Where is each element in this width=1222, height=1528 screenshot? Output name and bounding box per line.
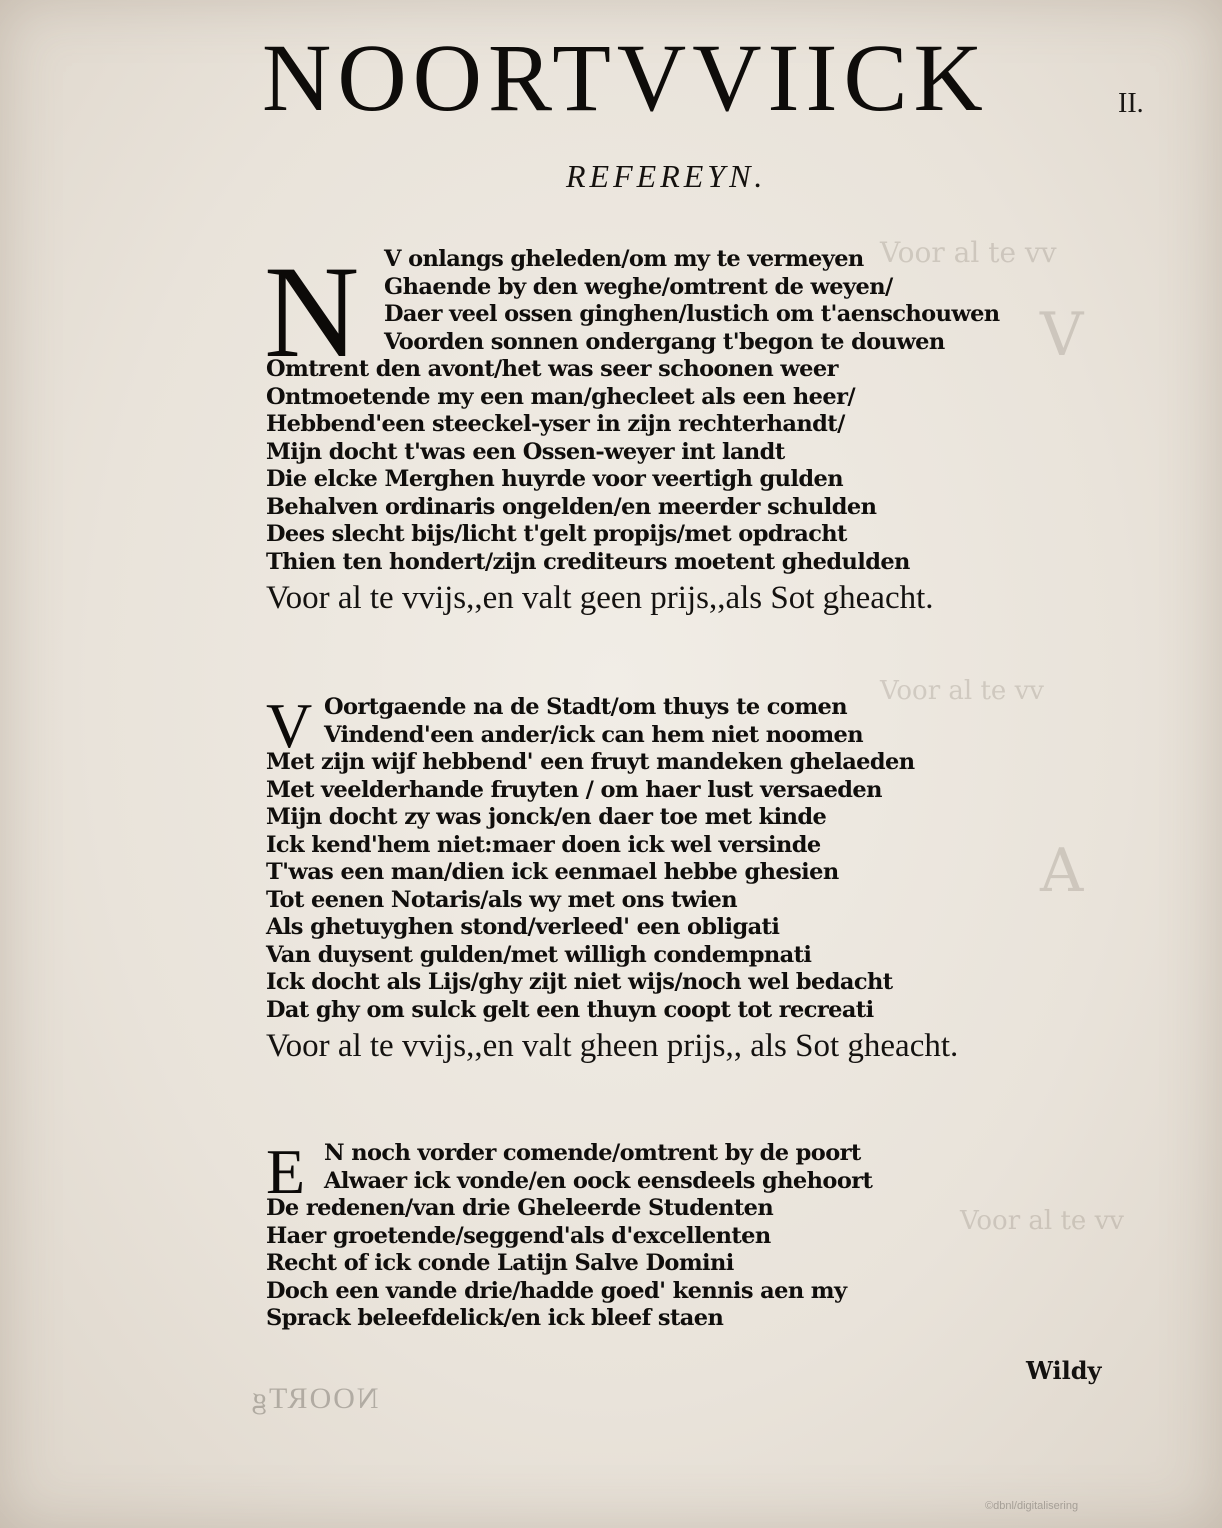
verse-line: V onlangs gheleden/om my te vermeyen: [384, 246, 864, 272]
verse-line: Als ghetuyghen stond/verleed' een obligati: [266, 914, 780, 940]
verse-line: T'was een man/dien ick eenmael hebbe ghesien: [266, 859, 839, 885]
verse-line: Daer veel ossen ginghen/lustich om t'aenschouwen: [384, 301, 1000, 327]
verse-line: Met veelderhande fruyten / om haer lust versaeden: [266, 776, 882, 803]
stanza-3: [266, 1136, 873, 1333]
verse-line: Ick kend'hem niet:maer doen ick wel versinde: [266, 831, 821, 858]
bleed-through-heading: NOORTg: [250, 1382, 379, 1415]
page-title: NOORTVVIICK: [262, 24, 989, 131]
verse-line: De redenen/van drie Gheleerde Studenten: [266, 1195, 774, 1221]
bleed-mark: A: [1040, 836, 1084, 906]
verse-line: Hebbend'een steeckel-yser in zijn rechterhandt/: [266, 411, 845, 437]
page-number: II.: [1118, 88, 1144, 119]
verse-line: Haer groetende/seggend'als d'excellenten: [266, 1222, 771, 1249]
verse-line: Alwaer ick vonde/en oock eensdeels ghehoort: [324, 1167, 873, 1194]
verse-line: Oortgaende na de Stadt/om thuys te comen: [324, 694, 847, 720]
verse-line: Vindend'een ander/ick can hem niet noomen: [324, 721, 864, 748]
verse-line: Sprack beleefdelick/en ick bleef staen: [266, 1305, 724, 1331]
drop-cap-initial: N: [264, 238, 360, 385]
verse-line: Die elcke Merghen huyrde voor veertigh gulden: [266, 466, 843, 492]
section-heading: REFEREYN.: [566, 158, 767, 194]
verse-line: Mijn docht zy was jonck/en daer toe met kinde: [266, 804, 827, 830]
verse-line: Behalven ordinaris ongelden/en meerder schulden: [266, 493, 877, 520]
verse-line: Mijn docht t'was een Ossen-weyer int landt: [266, 438, 785, 465]
library-watermark: ©dbnl/digitalisering: [985, 1500, 1079, 1512]
catchword: Wildy: [1026, 1356, 1102, 1385]
stanza-1: [264, 238, 1000, 618]
drop-cap-initial: E: [266, 1136, 306, 1207]
verse-line: Thien ten hondert/zijn crediteurs moetent ghedulden: [266, 548, 910, 575]
verse-line: Recht of ick conde Latijn Salve Domini: [266, 1250, 734, 1276]
verse-line: Dees slecht bijs/licht t'gelt propijs/met opdracht: [266, 521, 847, 547]
verse-line: Voorden sonnen ondergang t'begon te douwen: [384, 328, 945, 355]
stanza-2: [266, 690, 959, 1066]
bleed-mark: V: [1040, 300, 1084, 370]
verse-line: Doch een vande drie/hadde goed' kennis aen my: [266, 1277, 847, 1304]
bleed-mark: Voor al te vv: [960, 1206, 1124, 1236]
verse-line: Ick docht als Lijs/ghy zijt niet wijs/noch wel bedacht: [266, 969, 893, 995]
verse-line: Met zijn wijf hebbend' een fruyt mandeken ghelaeden: [266, 749, 915, 775]
bleed-mark: Voor al te vv: [880, 676, 1044, 706]
verse-line: Tot eenen Notaris/als wy met ons twien: [266, 886, 738, 913]
refrain-line: Voor al te vvijs,,en valt geen prijs,,als Sot gheacht.: [266, 580, 934, 616]
refrain-line: Voor al te vvijs,,en valt gheen prijs,, als Sot gheacht.: [266, 1028, 959, 1064]
drop-cap-initial: V: [266, 690, 313, 761]
verse-line: Dat ghy om sulck gelt een thuyn coopt tot recreati: [266, 996, 874, 1023]
verse-line: Ghaende by den weghe/omtrent de weyen/: [384, 273, 893, 300]
bleed-mark: Voor al te vv: [880, 236, 1057, 269]
verse-line: N noch vorder comende/omtrent by de poort: [324, 1140, 861, 1166]
verse-line: Van duysent gulden/met willigh condempnati: [266, 941, 812, 968]
verse-line: Omtrent den avont/het was seer schoonen weer: [266, 356, 838, 382]
verse-line: Ontmoetende my een man/ghecleet als een heer/: [266, 383, 855, 410]
